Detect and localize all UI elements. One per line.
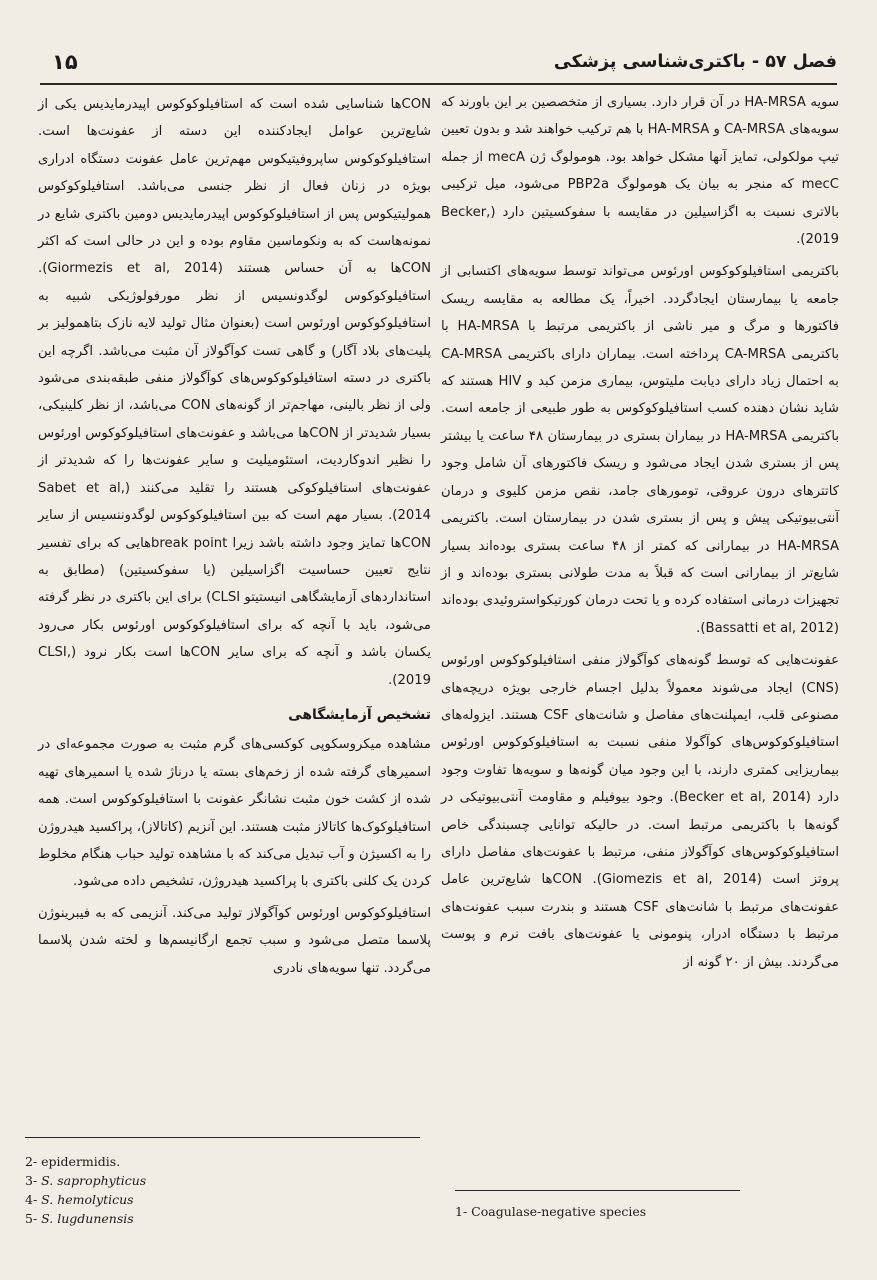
footnote (25, 1171, 425, 1190)
section-heading: تشخیص آزمایشگاهی (288, 706, 431, 723)
footnote-text: S. saprophyticus (41, 1173, 147, 1188)
right-column (441, 89, 839, 981)
footnote-text: S. lugdunensis (41, 1211, 134, 1226)
paragraph: مشاهده میکروسکوپی کوکسی‌های گرم مثبت به صورت مجموعه‌ای در اسمیرهای گرفته شده از زخم‌های بسته یا درناژ شده یا اسمیرهای تهیه شده از کشت خون مثبت نشانگر عفونت با استافیلوکوکوس است. همه استافیلوکوک‌ها کاتالاز مثبت هستند. این آنزیم (کاتالاز)، پراکسید هیدروژن را به اکسیژن و آب تبدیل می‌کند که با مشاهده تولید حباب هنگام مخلوط کردن یک کلنی باکتری با پراکسید هیدروژن، تشخیص داده می‌شود. (38, 737, 431, 890)
footnote-divider (455, 1190, 740, 1191)
footnote-text: S. hemolyticus (41, 1192, 134, 1207)
footnotes-right (455, 1190, 755, 1221)
footnote (25, 1190, 425, 1209)
footnote-list (455, 1202, 755, 1221)
header-divider (40, 83, 837, 85)
footnote-number: 4- (25, 1192, 42, 1207)
paragraph: عفونت‌هایی که توسط گونه‌های کوآگولاز منفی استافیلوکوکوس اورئوس (CNS) ایجاد می‌شوند معمولاً بدلیل اجسام خارجی بویژه دریچه‌های مصنوعی قلب، ایمپلنت‌های مفاصل و شانت‌های CSF هستند. ایزوله‌های استافیلوکوکوس‌های کوآگولا منفی نسبت به استافیلوکوکوس اورئوس بیماریزایی کمتری دارند، با این وجود میان گونه‌ها و سویه‌ها تفاوت وجود دارد (Becker et al, 2014). وجود بیوفیلم و مقاومت آنتی‌بیوتیکی در گونه‌ها با باکتریمی مرتبط است. در حالیکه توانایی چسبندگی خاص استافیلوکوکوس‌های کوآگولاز منفی، مرتبط با عفونت‌های مفاصل دارای پروتز است (Giomezis et al, 2014). CONها شایع‌ترین عامل عفونت‌های مرتبط با شانت‌های CSF هستند و بندرت سبب عفونت‌های مرتبط با دستگاه ادرار، پنومونی یا عفونت‌های بافت نرم و پوست می‌گردند. بیش از ۲۰ گونه از (441, 653, 839, 970)
footnote-number: 1- (455, 1204, 472, 1219)
footnote-text: epidermidis. (41, 1154, 121, 1169)
paragraph: باکتریمی استافیلوکوکوس اورئوس می‌تواند توسط سویه‌های اکتسابی از جامعه یا بیمارستان ایجادگردد. اخیراً، یک مطالعه به مقایسه ریسک فاکتورها و مرگ و میر ناشی از باکتریمی مرتبط با HA-MRSA با باکتریمی CA-MRSA پرداخته است. بیماران دارای باکتریمی CA-MRSA به احتمال زیاد دارای دیابت ملیتوس، بیماری مزمن کبد و HIV هستند که شاید نشان دهنده کسب استافیلوکوکوس به طور طبیعی از جامعه است. باکتریمی HA-MRSA در بیماران بستری در بیمارستان ۴۸ ساعت یا بیشتر پس از بستری شدن ایجاد می‌شود و ریسک فاکتورهای آن شامل وجود کاتترهای درون عروقی، تومورهای جامد، نقص مزمن کلیوی و درمان آنتی‌بیوتیکی پیش و پس از بستری شدن در بیمارستان است. باکتریمی HA-MRSA در بیمارانی که کمتر از ۴۸ ساعت بستری بوده‌اند بسیار شایع‌تر از بیمارانی است که قبلاً به مدت طولانی بستری بوده‌اند و از تجهیزات درمانی استفاده کرده و یا تحت درمان کورتیکواستروئیدی بوده‌اند (Bassatti et al, 2012). (441, 264, 840, 636)
page-number: ۱۵ (52, 50, 78, 74)
footnote (455, 1202, 755, 1221)
footnote (25, 1209, 425, 1228)
chapter-title: فصل ۵۷ - باکتری‌شناسی پزشکی (553, 52, 837, 72)
footnote-number: 5- (25, 1211, 42, 1226)
footnote-divider (25, 1137, 420, 1138)
footnote-number: 3- (25, 1173, 42, 1188)
footnote (25, 1152, 425, 1171)
footnote-number: 2- (25, 1154, 42, 1169)
left-column (38, 91, 431, 986)
footnote-list (25, 1152, 425, 1228)
footnote-text: Coagulase-negative species (471, 1204, 647, 1219)
paragraph: سویه HA-MRSA در آن قرار دارد. بسیاری از متخصصین بر این باورند که سویه‌های CA-MRSA و HA-MRSA با هم ترکیب خواهند شد و بدون تعیین تیپ مولکولی، تمایز آنها مشکل خواهد بود. هومولوگ ژن mecA از جمله mecC که منجر به بیان یک هومولوگ PBP2a می‌شود، میل ترکیبی بالاتری نسبت به اگزاسیلین در مقایسه با سفوکسیتین دارد (Becker, 2019). (441, 95, 840, 248)
page-header (40, 50, 837, 84)
paragraph: استافیلوکوکوس اورئوس کوآگولاز تولید می‌کند. آنزیمی که به فیبرینوژن پلاسما متصل می‌شود و سبب تجمع ارگانیسم‌ها و لخته شدن پلاسما می‌گردد. تنها سویه‌های نادری (38, 905, 431, 976)
footnotes-left (25, 1137, 425, 1228)
paragraph: CONها شناسایی شده است که استافیلوکوکوس اپیدرمایدیس یکی از شایع‌ترین عوامل ایجادکننده این دسته از عفونت‌ها است. استافیلوکوکوس ساپروفیتیکوس مهم‌ترین عامل عفونت دستگاه ادراری بویژه در زنان فعال از نظر جنسی می‌باشد. استافیلوکوکوس همولیتیکوس پس از استافیلوکوکوس اپیدرمایدیس دومین باکتری شایع در نمونه‌هاست که به ونکوماسین مقاوم بوده و این در حالی است که اکثر CONها به آن حساس هستند (Giormezis et al, 2014). استافیلوکوکوس لوگدونسیس از نظر مورفولوژیکی شبیه به استافیلوکوکوس اورئوس است (بعنوان مثال تولید لایه نازک بتاهمولیز بر پلیت‌های بلاد آگار) و گاهی تست کوآگولاز آن مثبت می‌باشد. اگرچه این باکتری در دسته استافیلوکوکوس‌های کوآگولاز منفی طبقه‌بندی می‌شود ولی از نظر بالینی، مهاجم‌تر از گونه‌های CON می‌باشد، از نظر کلینیکی، بسیار شدیدتر از CONها می‌باشد و عفونت‌های استافیلوکوکوس اورئوس را نظیر اندوکاردیت، استئومیلیت و سایر عفونت‌ها را که شدیدتر از عفونت‌های استافیلوکوکی هستند را تقلید می‌کنند (Sabet et al, 2014). بسیار مهم است که بین استافیلوکوکوس لوگدوننسیس از سایر CONها تمایز وجود داشته باشد زیرا break pointهایی که برای تفسیر نتایج تعیین حساسیت اگزاسیلین (یا سفوکسیتین) (مطابق به استانداردهای آزمایشگاهی انیستیتو CLSI) برای این باکتری در نظر گرفته می‌شود، باید با آنچه که برای استافیلوکوکوس اورئوس بکار می‌رود یکسان باشد و آنچه که برای سایر CONها است بکار نرود (CLSI, 2019). (38, 97, 432, 688)
